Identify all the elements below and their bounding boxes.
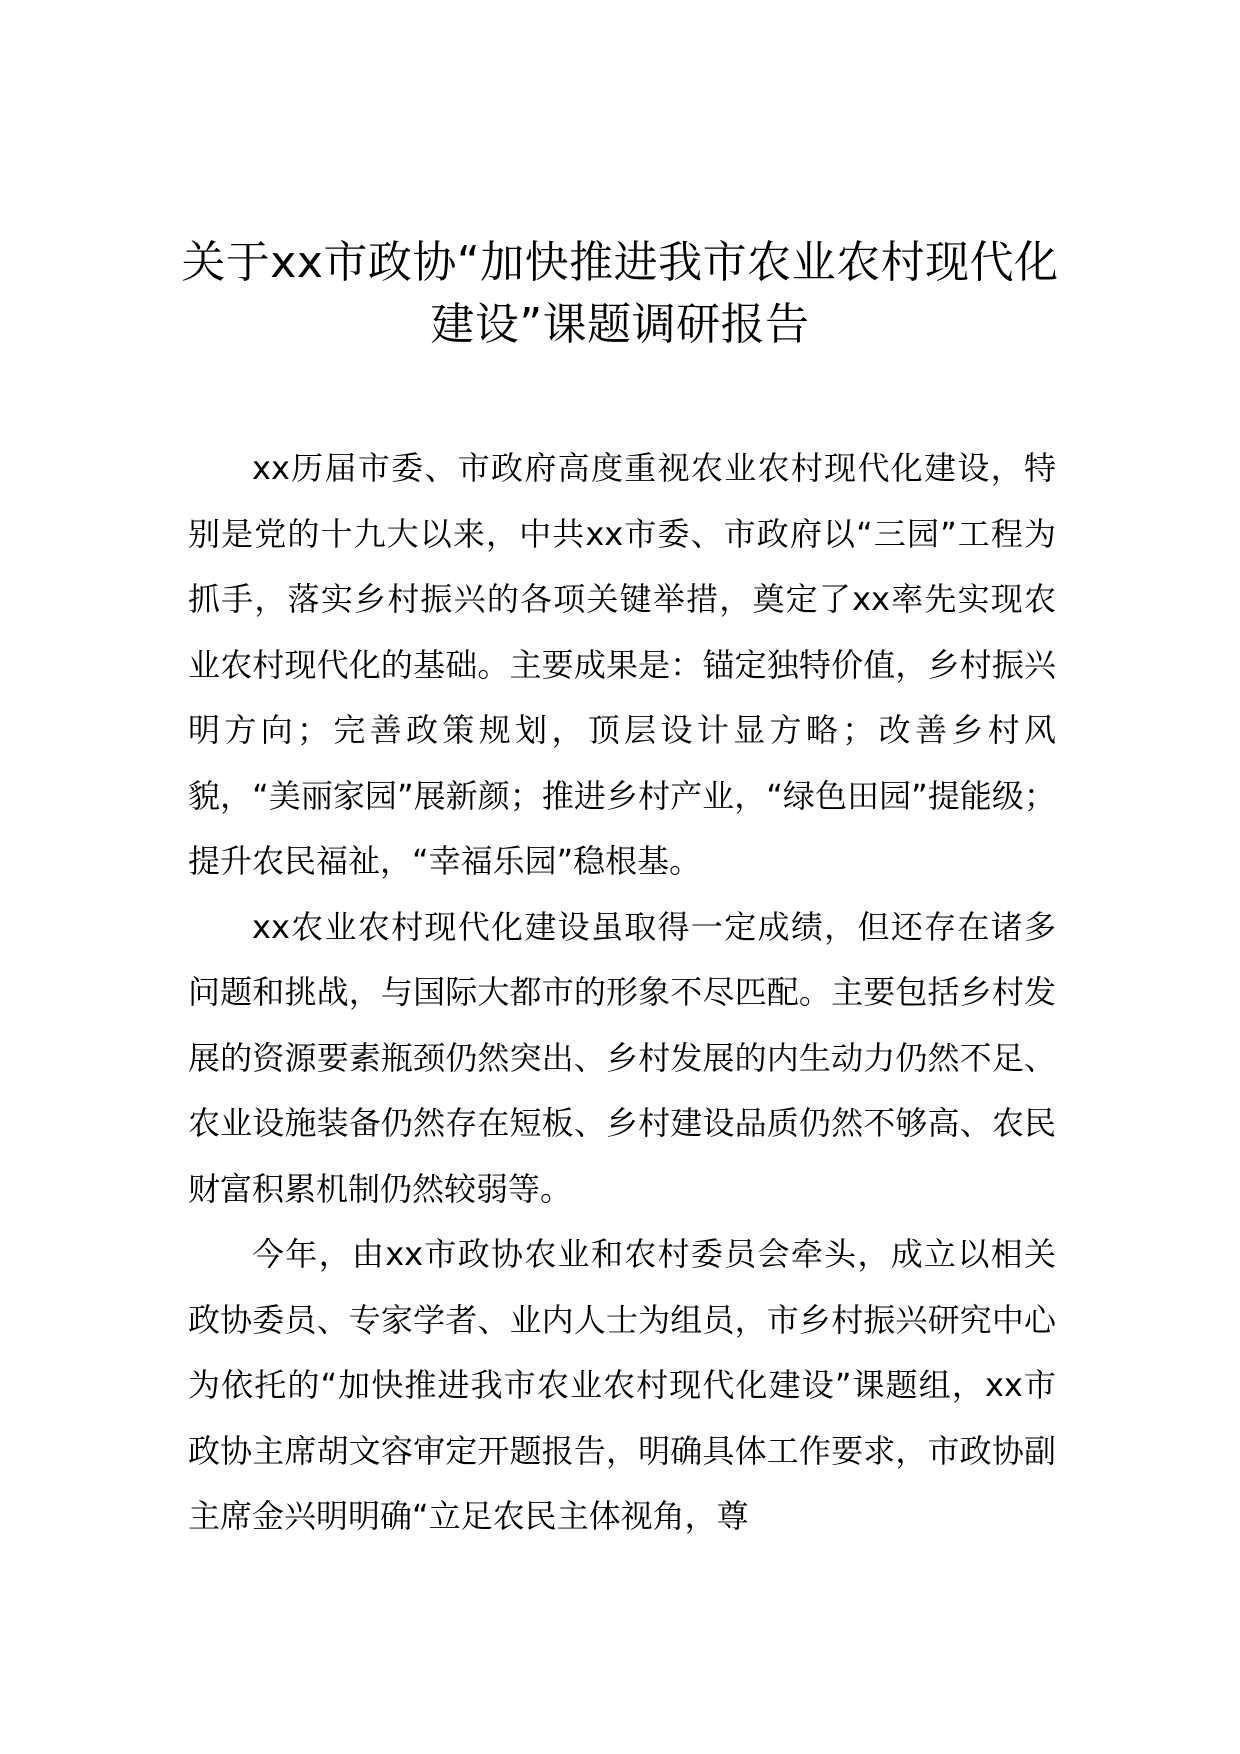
- paragraph-problems: xx农业农村现代化建设虽取得一定成绩，但还存在诸多问题和挑战，与国际大都市的形象不尽匹配。主要包括乡村发展的资源要素瓶颈仍然突出、乡村发展的内生动力仍然不足、农业设施装备仍然存在短板、乡村建设品质仍然不够高、农民财富积累机制仍然较弱等。: [188, 907, 1056, 1208]
- document-title: 关于xx市政协“加快推进我市农业农村现代化建设”课题调研报告: [181, 237, 1059, 350]
- paragraph-achievements: xx历届市委、市政府高度重视农业农村现代化建设，特别是党的十九大以来，中共xx市委、市政府以“三园”工程为抓手，落实乡村振兴的各项关键举措，奠定了xx率先实现农业农村现代化的基础。主要成果是：锚定独特价值，乡村振兴明方向；完善政策规划，顶层设计显方略；改善乡村风貌，“美丽家园”展新颜；推进乡村产业，“绿色田园”提能级；提升农民福祉，“幸福乐园”稳根基。: [188, 449, 1056, 880]
- document-body: [188, 436, 1056, 1550]
- paragraph-research-group: 今年，由xx市政协农业和农村委员会牵头，成立以相关政协委员、专家学者、业内人士为组员，市乡村振兴研究中心为依托的“加快推进我市农业农村现代化建设”课题组，xx市政协主席胡文容审定开题报告，明确具体工作要求，市政协副主席金兴明明确“立足农民主体视角，尊: [188, 1235, 1056, 1535]
